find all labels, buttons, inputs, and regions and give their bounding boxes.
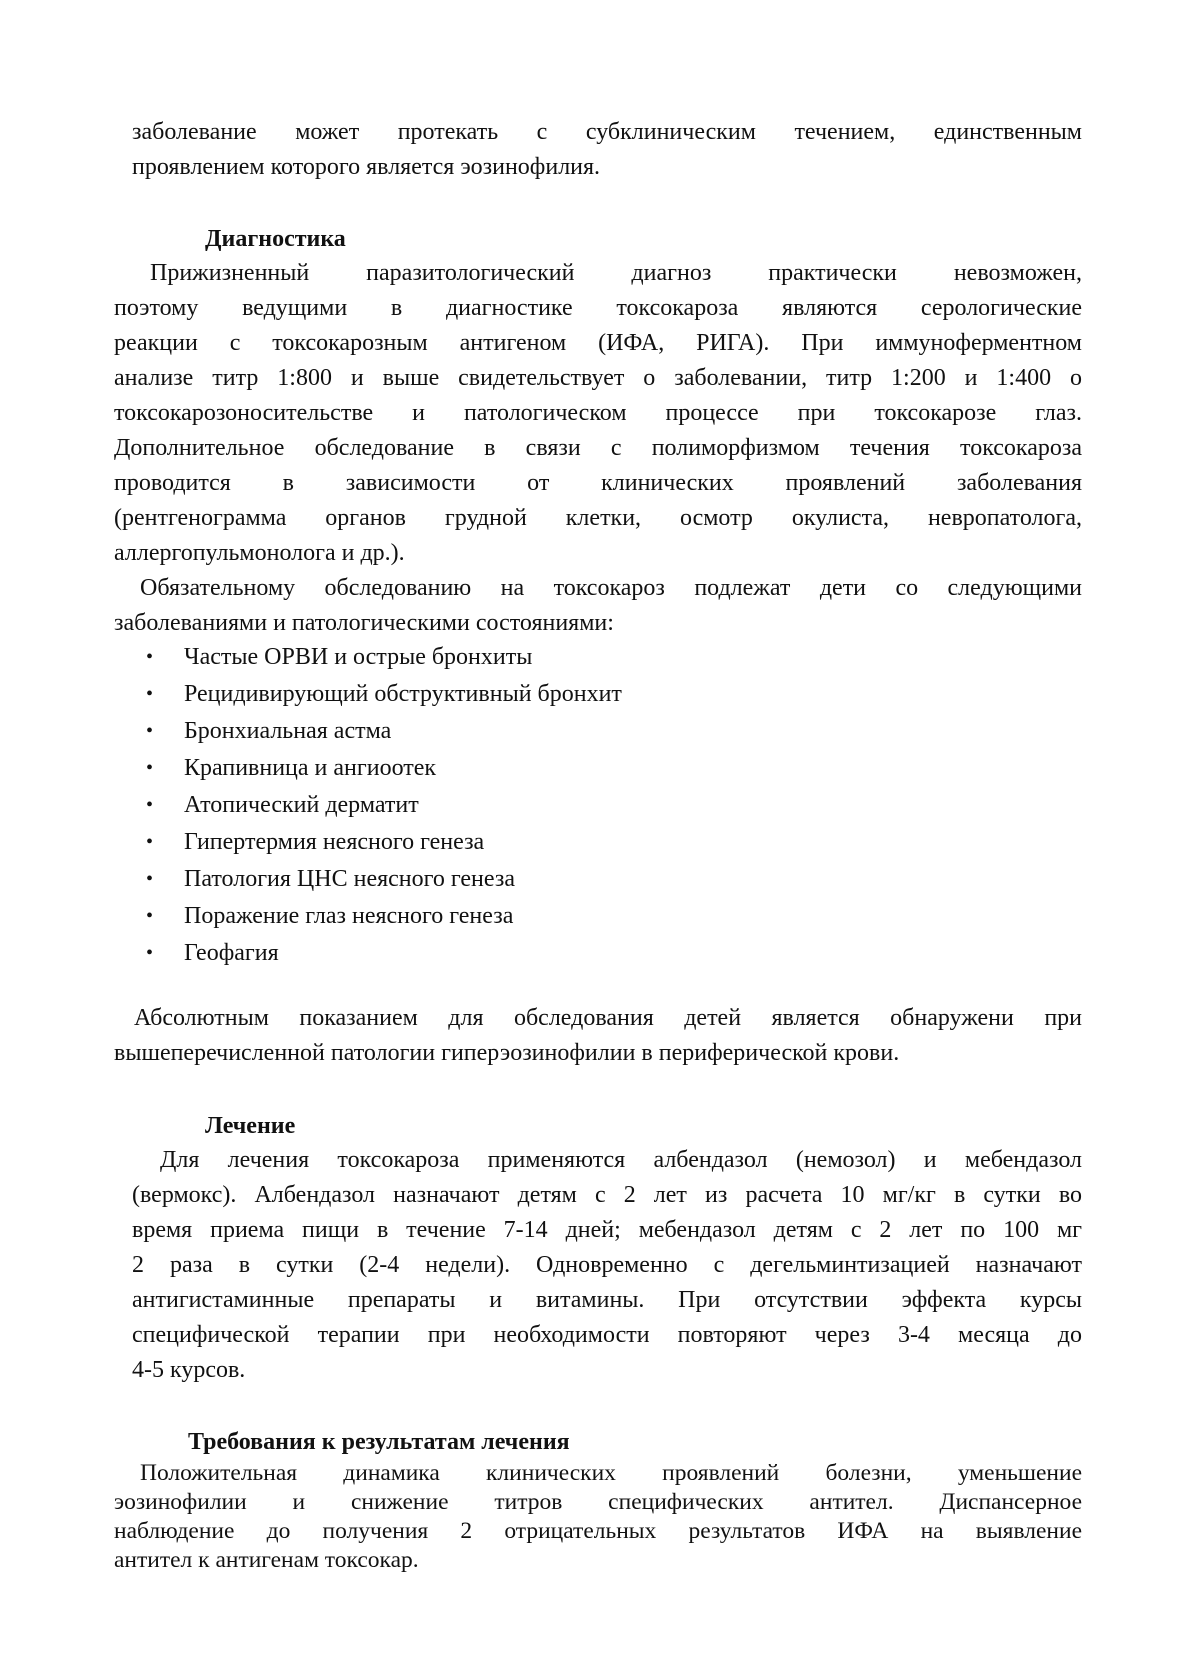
- treatment-line-4: 2 раза в сутки (2-4 недели). Одновременно с дегельминтизацией назначают: [132, 1252, 1082, 1278]
- conditions-list: [146, 638, 622, 971]
- bullet-icon: •: [146, 645, 154, 668]
- list-item-label: Геофагия: [184, 939, 279, 966]
- list-item: [146, 638, 622, 675]
- list-item-label: Патология ЦНС неясного генеза: [184, 865, 515, 892]
- diagnostics-p1-line-2: поэтому ведущими в диагностике токсокароза являются серологические: [114, 295, 1082, 321]
- diagnostics-p1-line-6: Дополнительное обследование в связи с полиморфизмом течения токсокароза: [114, 435, 1082, 461]
- treatment-heading: Лечение: [205, 1113, 296, 1139]
- list-item: [146, 712, 622, 749]
- requirements-heading: Требования к результатам лечения: [188, 1429, 570, 1455]
- list-item-label: Рецидивирующий обструктивный бронхит: [184, 680, 622, 707]
- diagnostics-p1-line-1: Прижизненный паразитологический диагноз практически невозможен,: [150, 260, 1082, 286]
- bullet-icon: •: [146, 793, 154, 816]
- intro-line-2: проявлением которого является эозинофилия.: [132, 154, 601, 180]
- list-item: [146, 823, 622, 860]
- diagnostics-p1-line-8: (рентгенограмма органов грудной клетки, осмотр окулиста, невропатолога,: [114, 505, 1082, 531]
- diagnostics-p1-line-9: аллергопульмонолога и др.).: [114, 540, 405, 566]
- diagnostics-p3-line-2: вышеперечисленной патологии гиперэозинофилии в периферической крови.: [114, 1040, 900, 1066]
- diagnostics-p3-line-1: Абсолютным показанием для обследования детей является обнаружени при: [134, 1005, 1082, 1031]
- list-item: [146, 860, 622, 897]
- list-item-label: Гипертермия неясного генеза: [184, 828, 485, 855]
- treatment-line-2: (вермокс). Албендазол назначают детям с 2 лет из расчета 10 мг/кг в сутки во: [132, 1182, 1082, 1208]
- treatment-line-7: 4-5 курсов.: [132, 1357, 246, 1383]
- bullet-icon: •: [146, 830, 154, 853]
- requirements-line-2: эозинофилии и снижение титров специфических антител. Диспансерное: [114, 1489, 1082, 1515]
- treatment-line-5: антигистаминные препараты и витамины. При отсутствии эффекта курсы: [132, 1287, 1082, 1313]
- list-item: [146, 897, 622, 934]
- bullet-icon: •: [146, 941, 154, 964]
- bullet-icon: •: [146, 719, 154, 742]
- list-item-label: Частые ОРВИ и острые бронхиты: [184, 643, 533, 670]
- list-item-label: Бронхиальная астма: [184, 717, 392, 744]
- bullet-icon: •: [146, 682, 154, 705]
- bullet-icon: •: [146, 756, 154, 779]
- list-item-label: Атопический дерматит: [184, 791, 419, 818]
- diagnostics-p1-line-7: проводится в зависимости от клинических проявлений заболевания: [114, 470, 1082, 496]
- bullet-icon: •: [146, 904, 154, 927]
- diagnostics-p1-line-3: реакции с токсокарозным антигеном (ИФА, РИГА). При иммуноферментном: [114, 330, 1082, 356]
- diagnostics-p2-line-1: Обязательному обследованию на токсокароз подлежат дети со следующими: [140, 575, 1082, 601]
- treatment-line-6: специфической терапии при необходимости повторяют через 3-4 месяца до: [132, 1322, 1082, 1348]
- treatment-line-3: время приема пищи в течение 7-14 дней; мебендазол детям с 2 лет по 100 мг: [132, 1217, 1082, 1243]
- list-item: [146, 749, 622, 786]
- list-item-label: Поражение глаз неясного генеза: [184, 902, 514, 929]
- requirements-line-1: Положительная динамика клинических проявлений болезни, уменьшение: [140, 1460, 1082, 1486]
- diagnostics-heading: Диагностика: [205, 226, 346, 252]
- diagnostics-p2-line-2: заболеваниями и патологическими состояниями:: [114, 610, 614, 636]
- list-item: [146, 934, 622, 971]
- bullet-icon: •: [146, 867, 154, 890]
- treatment-line-1: Для лечения токсокароза применяются албендазол (немозол) и мебендазол: [160, 1147, 1082, 1173]
- list-item: [146, 786, 622, 823]
- requirements-line-4: антител к антигенам токсокар.: [114, 1547, 419, 1573]
- list-item-label: Крапивница и ангиоотек: [184, 754, 437, 781]
- requirements-line-3: наблюдение до получения 2 отрицательных результатов ИФА на выявление: [114, 1518, 1082, 1544]
- intro-line-1: заболевание может протекать с субклиническим течением, единственным: [132, 119, 1082, 145]
- list-item: [146, 675, 622, 712]
- diagnostics-p1-line-5: токсокарозоносительстве и патологическом процессе при токсокарозе глаз.: [114, 400, 1082, 426]
- diagnostics-p1-line-4: анализе титр 1:800 и выше свидетельствует о заболевании, титр 1:200 и 1:400 о: [114, 365, 1082, 391]
